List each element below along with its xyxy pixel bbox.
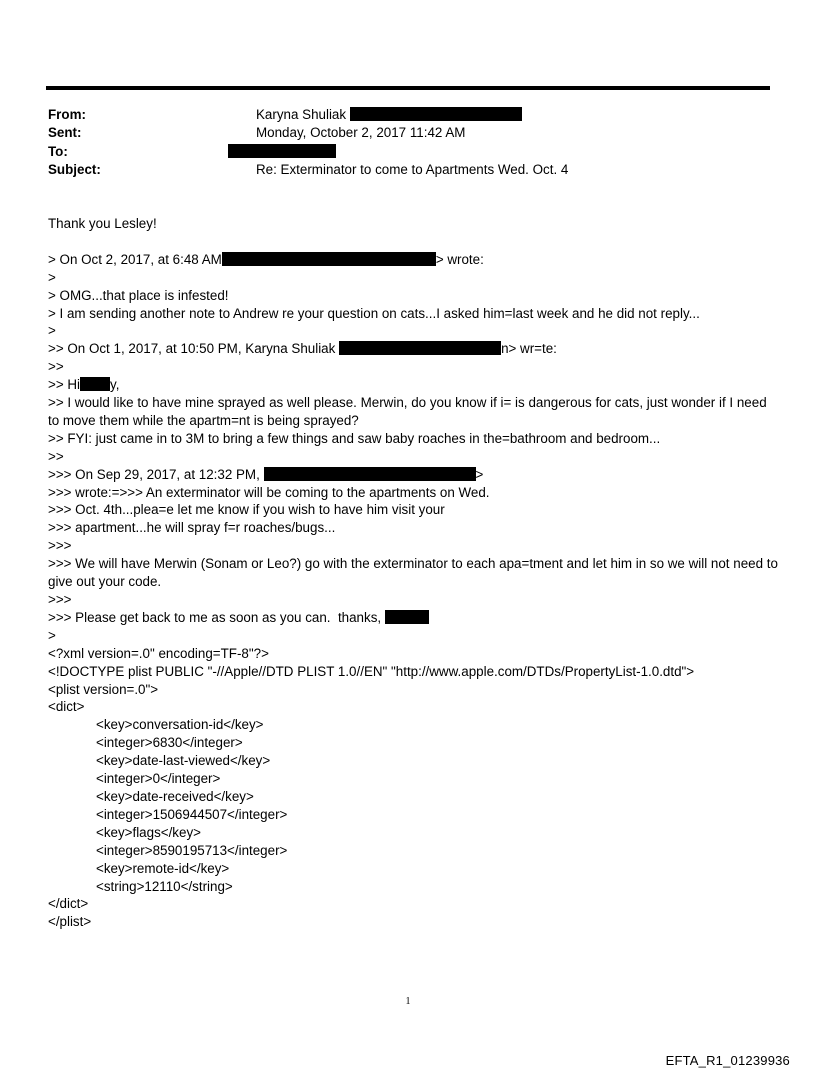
blank-line: [48, 233, 778, 251]
xml-line: <plist version=.0">: [48, 681, 159, 697]
redaction-block: [339, 341, 501, 355]
xml-line: <key>date-last-viewed</key>: [96, 753, 271, 769]
xml-line: <key>remote-id</key>: [96, 860, 230, 876]
quote-line: >> FYI: just came in to 3M to bring a few things and saw baby roaches in the=bathroom and bedroom...: [48, 430, 661, 446]
quote-line: >: [48, 323, 56, 339]
redaction-block: [350, 107, 522, 121]
quote-line: [48, 609, 778, 627]
quote-line: >>>: [48, 538, 72, 554]
email-header: [48, 106, 768, 179]
quote-line: [48, 466, 778, 484]
quote-text: y,: [110, 377, 120, 393]
quote-line: [48, 340, 778, 358]
to-row: [48, 143, 768, 161]
xml-line: </plist>: [48, 914, 92, 930]
greeting: Thank you Lesley!: [48, 216, 157, 231]
xml-line: <integer>6830</integer>: [96, 735, 243, 751]
quote-text: >> On Oct 1, 2017, at 10:50 PM, Karyna Shuliak: [48, 341, 336, 357]
quote-line: [48, 376, 778, 394]
xml-line: <?xml version=.0" encoding=TF-8"?>: [48, 645, 269, 661]
quote-line: >: [48, 627, 56, 643]
from-name: Karyna Shuliak: [256, 107, 347, 122]
quote-text: > wrote:: [435, 251, 484, 267]
sent-label: Sent:: [48, 125, 82, 141]
subject-value: Re: Exterminator to come to Apartments Wed. Oct. 4: [256, 161, 569, 177]
redaction-block: [228, 144, 336, 158]
xml-line: <key>conversation-id</key>: [96, 717, 264, 733]
xml-line: <!DOCTYPE plist PUBLIC "-//Apple//DTD PLIST 1.0//EN" "http://www.apple.com/DTDs/PropertyList-1.0.dtd">: [48, 663, 695, 679]
quote-line: >>>: [48, 592, 72, 608]
quote-text: n> wr=te:: [501, 341, 557, 357]
redaction-block: [385, 610, 429, 624]
redaction-block: [264, 467, 476, 481]
xml-line: <integer>8590195713</integer>: [96, 842, 288, 858]
xml-line: </dict>: [48, 896, 89, 912]
sent-value: Monday, October 2, 2017 11:42 AM: [256, 125, 466, 141]
quote-line: > I am sending another note to Andrew re your question on cats...I asked him=last week and he did not reply...: [48, 305, 700, 321]
quote-line: > OMG...that place is infested!: [48, 287, 229, 303]
xml-line: <key>date-received</key>: [96, 788, 254, 804]
quote-text: >: [475, 466, 484, 482]
document-id: EFTA_R1_01239936: [665, 1053, 790, 1068]
from-value: [256, 106, 522, 124]
subject-label: Subject:: [48, 161, 101, 177]
quote-line: >>> We will have Merwin (Sonam or Leo?) go with the exterminator to each apa=tment and let him in so we will not need to give out your code.: [48, 556, 778, 590]
xml-line: <integer>1506944507</integer>: [96, 806, 288, 822]
from-row: [48, 106, 768, 124]
sent-row: [48, 124, 768, 142]
xml-line: <key>flags</key>: [96, 824, 201, 840]
quote-line: [48, 251, 778, 269]
quote-line: >>> wrote:=>>> An exterminator will be coming to the apartments on Wed.: [48, 484, 490, 500]
subject-row: [48, 161, 768, 179]
quote-line: >>: [48, 359, 64, 375]
quote-line: >>> Oct. 4th...plea=e let me know if you wish to have him visit your: [48, 502, 445, 518]
quote-line: >>> apartment...he will spray f=r roaches/bugs...: [48, 520, 336, 536]
email-body: [48, 215, 778, 931]
quote-line: >: [48, 269, 56, 285]
to-label: To:: [48, 143, 68, 159]
quote-line: >>: [48, 448, 64, 464]
xml-line: <integer>0</integer>: [96, 771, 221, 787]
quote-text: >>> On Sep 29, 2017, at 12:32 PM,: [48, 466, 260, 482]
header-divider-rule: [46, 86, 770, 90]
quote-text: > On Oct 2, 2017, at 6:48 AM: [48, 251, 222, 267]
page-number: 1: [405, 996, 411, 1007]
quote-text: >> Hi: [48, 377, 81, 393]
from-label: From:: [48, 107, 86, 122]
redaction-block: [80, 377, 110, 391]
xml-line: <dict>: [48, 699, 85, 715]
quote-text: >>> Please get back to me as soon as you can. thanks,: [48, 609, 382, 625]
redaction-block: [222, 252, 436, 266]
to-value: [228, 143, 336, 161]
xml-line: <string>12110</string>: [96, 878, 233, 894]
quote-line: >> I would like to have mine sprayed as well please. Merwin, do you know if i= is dangerous for cats, just wonder if I need to move them while the apartm=nt is being sprayed?: [48, 395, 767, 428]
